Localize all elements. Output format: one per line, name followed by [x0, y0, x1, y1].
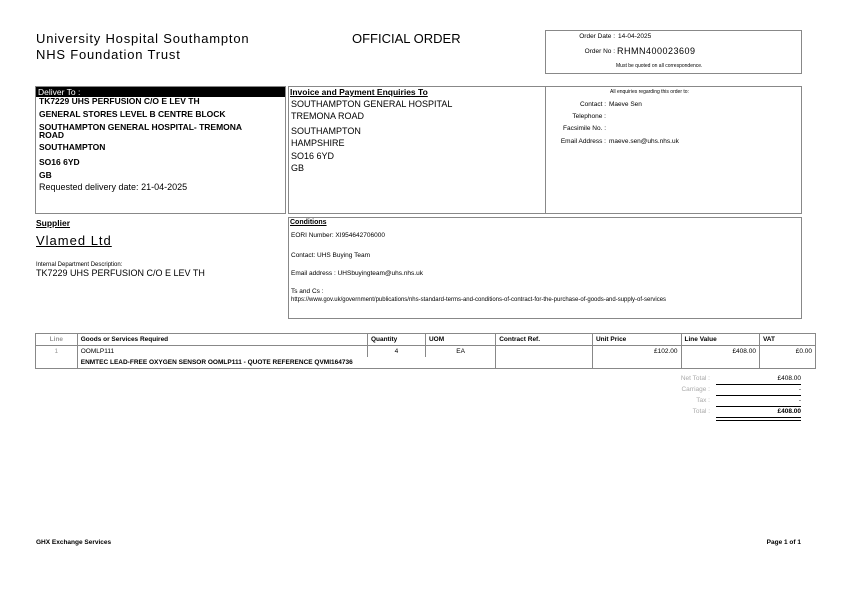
- dept-label: Internal Department Description:: [36, 262, 123, 268]
- item-desc-spacer-5: [759, 357, 815, 369]
- net-total-rule: [716, 384, 801, 385]
- item-desc-spacer-2: [496, 357, 593, 369]
- item-description: ENMTEC LEAD-FREE OXYGEN SENSOR OOMLP111 - QUOTE REFERENCE QVMI164736: [77, 357, 495, 369]
- conditions-contact: Contact: UHS Buying Team: [291, 252, 370, 259]
- footer-page: Page 1 of 1: [766, 539, 801, 546]
- item-contract: [496, 346, 593, 358]
- col-line-value: Line Value: [681, 334, 759, 346]
- trust-name-line1: University Hospital Southampton: [36, 31, 250, 46]
- deliver-line-2: GENERAL STORES LEVEL B CENTRE BLOCK: [39, 109, 226, 119]
- deliver-line-7: GB: [39, 170, 52, 180]
- order-number-label: Order No :: [584, 48, 615, 55]
- total-value: £408.00: [777, 408, 801, 415]
- invoice-heading: Invoice and Payment Enquiries To: [290, 87, 428, 97]
- carriage-value: -: [798, 386, 801, 393]
- conditions-eori: EORI Number: XI954642706000: [291, 232, 385, 239]
- col-vat: VAT: [759, 334, 815, 346]
- invoice-line-6: GB: [291, 163, 305, 173]
- item-code: OOMLP111: [77, 346, 367, 358]
- deliver-to-heading: Deliver To :: [36, 87, 285, 97]
- item-line: 1: [36, 346, 78, 358]
- item-unit-price: £102.00: [592, 346, 681, 358]
- order-number-value: RHMN400023609: [617, 46, 696, 56]
- supplier-heading: Supplier: [36, 218, 71, 228]
- order-items-table: [35, 333, 816, 369]
- invoice-line-1: SOUTHAMPTON GENERAL HOSPITAL: [291, 99, 453, 109]
- total-rule-2: [716, 420, 801, 421]
- deliver-line-1: TK7229 UHS PERFUSION C/O E LEV TH: [39, 96, 200, 106]
- conditions-heading: Conditions: [290, 219, 327, 226]
- total-label: Total :: [692, 408, 710, 415]
- net-total-label: Net Total :: [680, 375, 710, 382]
- tax-label: Tax :: [696, 397, 710, 404]
- item-vat: £0.00: [759, 346, 815, 358]
- col-contract: Contract Ref.: [496, 334, 593, 346]
- tax-rule: [716, 406, 801, 407]
- invoice-line-3: SOUTHAMPTON: [291, 126, 361, 136]
- enquiries-note: All enquiries regarding this order to:: [610, 89, 689, 95]
- footer-left: GHX Exchange Services: [36, 539, 112, 546]
- col-quantity: Quantity: [367, 334, 425, 346]
- item-desc-spacer-4: [681, 357, 759, 369]
- conditions-email: Email address : UHSbuyingteam@uhs.nhs.uk: [291, 270, 423, 277]
- invoice-line-2: TREMONA ROAD: [291, 111, 365, 121]
- conditions-tcs-link[interactable]: https://www.gov.uk/government/publications/nhs-standard-terms-and-conditions-of-contract-for-the-purchase-of-goods-and-supply-of-services: [291, 297, 667, 303]
- conditions-tcs-label: Ts and Cs :: [291, 288, 324, 295]
- item-quantity: 4: [367, 346, 425, 358]
- contact-value: Maeve Sen: [609, 101, 642, 108]
- carriage-rule: [716, 395, 801, 396]
- item-desc-spacer-3: [592, 357, 681, 369]
- order-date-value: 14-04-2025: [618, 33, 652, 40]
- order-date-label: Order Date :: [579, 33, 615, 40]
- items-header-row: [36, 334, 816, 346]
- deliver-line-3: SOUTHAMPTON GENERAL HOSPITAL- TREMONA: [39, 122, 243, 132]
- total-rule-1: [716, 417, 801, 418]
- telephone-label: Telephone :: [572, 113, 606, 120]
- item-uom: EA: [425, 346, 495, 358]
- order-number-note: Must be quoted on all correspondence.: [616, 63, 703, 69]
- col-goods: Goods or Services Required: [77, 334, 367, 346]
- document-title: OFFICIAL ORDER: [352, 31, 461, 46]
- dept-value: TK7229 UHS PERFUSION C/O E LEV TH: [36, 268, 205, 278]
- net-total-value: £408.00: [777, 375, 801, 382]
- trust-name-line2: NHS Foundation Trust: [36, 47, 181, 62]
- carriage-label: Carriage :: [681, 386, 710, 393]
- deliver-line-6: SO16 6YD: [39, 157, 80, 167]
- col-unit-price: Unit Price: [592, 334, 681, 346]
- table-row: [36, 346, 816, 358]
- contact-label: Contact :: [579, 101, 606, 108]
- item-line-value: £408.00: [681, 346, 759, 358]
- col-line: Line: [36, 334, 78, 346]
- table-row-description: [36, 357, 816, 369]
- fax-label: Facsimile No. :: [563, 125, 606, 132]
- item-desc-spacer: [36, 357, 78, 369]
- invoice-line-4: HAMPSHIRE: [291, 138, 345, 148]
- col-uom: UOM: [425, 334, 495, 346]
- tax-value: -: [798, 397, 801, 404]
- deliver-line-5: SOUTHAMPTON: [39, 142, 106, 152]
- email-value: maeve.sen@uhs.nhs.uk: [609, 138, 679, 145]
- supplier-name: Vlamed Ltd: [36, 233, 112, 248]
- email-label: Email Address :: [560, 138, 606, 145]
- invoice-line-5: SO16 6YD: [291, 151, 335, 161]
- requested-delivery-date: Requested delivery date: 21-04-2025: [39, 182, 188, 192]
- deliver-line-4: ROAD: [39, 130, 65, 140]
